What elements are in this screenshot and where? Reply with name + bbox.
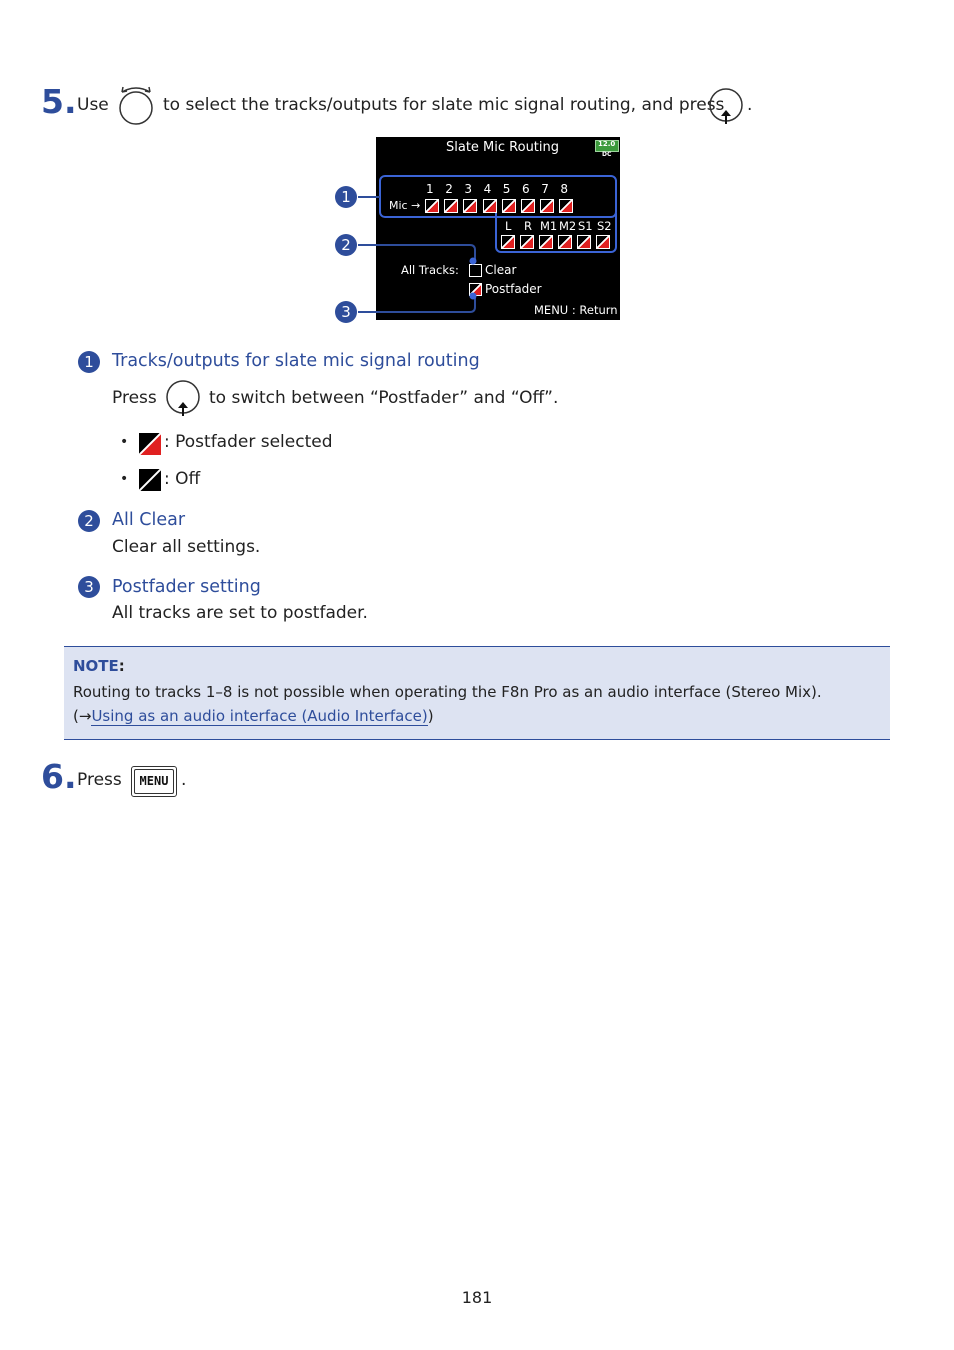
track-8-checkbox[interactable] — [559, 199, 573, 213]
track-6-checkbox[interactable] — [521, 199, 535, 213]
item-2-badge: 2 — [78, 510, 100, 532]
step-5-use-label: Use — [77, 95, 109, 115]
battery-sub: DC — [602, 151, 612, 158]
note-link-audio-interface[interactable]: Using as an audio interface (Audio Interface) — [91, 707, 428, 725]
output-label-s2: S2 — [597, 219, 612, 233]
track-number-4: 4 — [483, 182, 492, 196]
item-1-badge: 1 — [78, 351, 100, 373]
item-1-press-label: Press — [112, 388, 157, 408]
track-5-checkbox[interactable] — [502, 199, 516, 213]
postfader-selected-text: : Postfader selected — [164, 432, 333, 452]
track-number-8: 8 — [560, 182, 569, 196]
off-text: : Off — [164, 469, 201, 489]
item-3-title: Postfader setting — [112, 577, 261, 597]
item-3-desc: All tracks are set to postfader. — [112, 603, 368, 623]
bullet-marker: • — [120, 434, 129, 450]
mic-label: Mic → — [389, 199, 421, 212]
screen-title: Slate Mic Routing — [446, 140, 560, 155]
menu-return-label: MENU : Return — [534, 303, 618, 317]
output-m2-checkbox[interactable] — [558, 235, 572, 249]
menu-key-icon: MENU — [131, 766, 177, 797]
off-checkbox-icon — [139, 469, 161, 491]
step-6-press-label: Press — [77, 770, 122, 790]
output-r-checkbox[interactable] — [520, 235, 534, 249]
output-l-checkbox[interactable] — [501, 235, 515, 249]
output-label-l: L — [505, 219, 512, 233]
all-tracks-label: All Tracks: — [401, 263, 459, 277]
step-6-number: 6. — [41, 757, 77, 796]
track-number-3: 3 — [464, 182, 473, 196]
item-1-title: Tracks/outputs for slate mic signal routing — [112, 351, 480, 371]
output-s1-checkbox[interactable] — [577, 235, 591, 249]
battery-value: 12.0 — [598, 140, 616, 148]
track-number-1: 1 — [426, 182, 434, 196]
output-label-m1: M1 — [540, 219, 558, 233]
output-label-m2: M2 — [559, 219, 577, 233]
step-5-period: . — [747, 95, 753, 115]
note-box — [64, 646, 890, 740]
item-1-press-text: to switch between “Postfader” and “Off”. — [209, 388, 559, 408]
item-3-badge: 3 — [78, 576, 100, 598]
note-text: Routing to tracks 1–8 is not possible when operating the F8n Pro as an audio interface (Stereo Mix). (→Using as an audio interface (Audio Interface)) — [73, 683, 822, 725]
page-number: 181 — [461, 1288, 493, 1307]
track-number-5: 5 — [502, 182, 511, 196]
output-s2-checkbox[interactable] — [596, 235, 610, 249]
callout-badge-3: 3 — [335, 301, 357, 323]
item-2-desc: Clear all settings. — [112, 537, 261, 557]
note-title: NOTE: — [73, 657, 125, 675]
output-m1-checkbox[interactable] — [539, 235, 553, 249]
callout-badge-1: 1 — [335, 186, 357, 208]
track-number-7: 7 — [541, 182, 549, 196]
bullet-marker: • — [120, 471, 129, 487]
postfader-label: Postfader — [485, 282, 542, 296]
output-label-r: R — [524, 219, 532, 233]
push-dial-icon — [163, 378, 203, 418]
clear-label: Clear — [485, 263, 517, 277]
postfader-checkbox-icon — [139, 433, 161, 455]
callout-badge-2: 2 — [335, 234, 357, 256]
track-number-6: 6 — [522, 182, 530, 196]
step-5-instruction: to select the tracks/outputs for slate mic signal routing, and press — [163, 95, 725, 115]
push-dial-icon — [706, 86, 746, 126]
track-number-2: 2 — [445, 182, 453, 196]
rotary-dial-icon — [114, 82, 158, 128]
step-6-period: . — [181, 770, 187, 790]
item-2-title: All Clear — [112, 510, 186, 530]
output-label-s1: S1 — [578, 219, 593, 233]
step-5-number: 5. — [41, 82, 77, 121]
track-7-checkbox[interactable] — [540, 199, 554, 213]
